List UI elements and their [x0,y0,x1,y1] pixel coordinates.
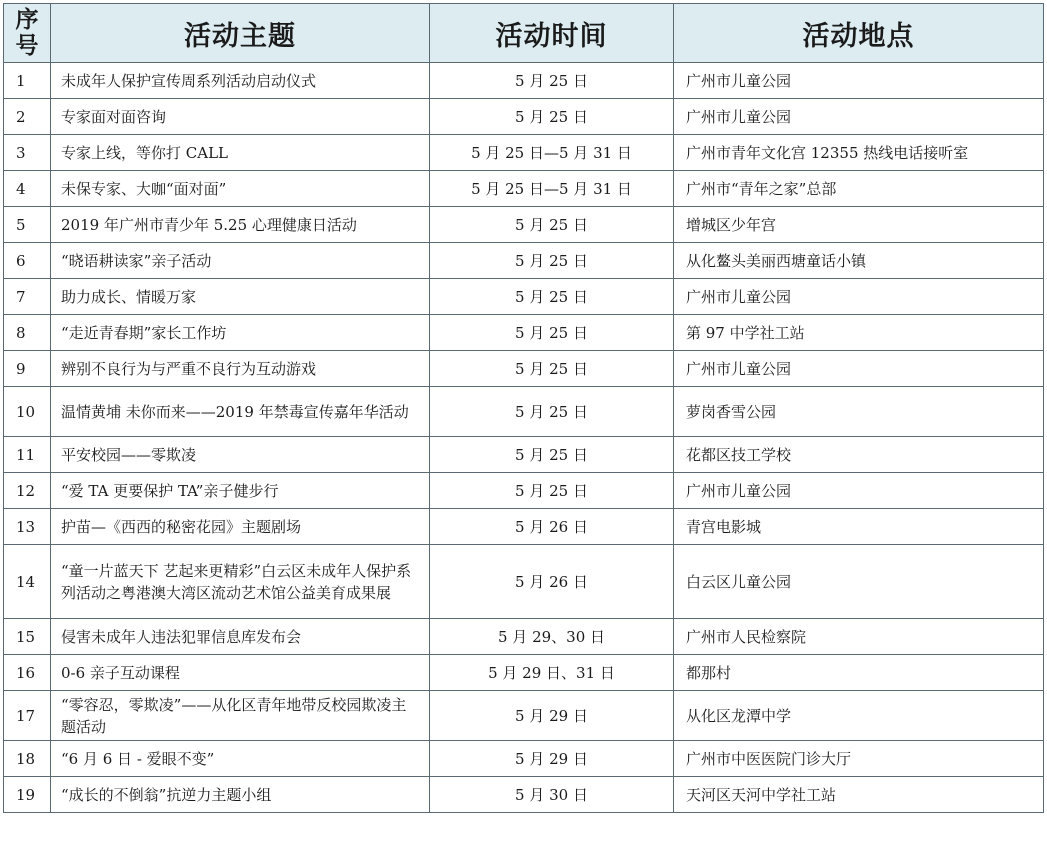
row-time: 5 月 26 日 [430,509,674,545]
row-location: 广州市人民检察院 [674,619,1044,655]
table-row [4,351,1044,387]
activity-schedule-table [3,3,1044,813]
table-row [4,545,1044,619]
row-time: 5 月 25 日 [430,243,674,279]
row-time: 5 月 29、30 日 [430,619,674,655]
header-location: 活动地点 [674,4,1044,63]
row-number: 12 [4,473,51,509]
row-time: 5 月 25 日 [430,351,674,387]
header-theme: 活动主题 [51,4,430,63]
row-location: 广州市儿童公园 [674,279,1044,315]
row-theme: “走近青春期”家长工作坊 [51,315,430,351]
row-theme: 平安校园——零欺凌 [51,437,430,473]
table-row [4,437,1044,473]
row-theme: 专家面对面咨询 [51,99,430,135]
row-time: 5 月 25 日 [430,387,674,437]
table-row [4,315,1044,351]
row-theme: 2019 年广州市青少年 5.25 心理健康日活动 [51,207,430,243]
row-theme: 助力成长、情暖万家 [51,279,430,315]
row-location: 花都区技工学校 [674,437,1044,473]
table-row [4,473,1044,509]
row-theme: 专家上线，等你打 CALL [51,135,430,171]
row-time: 5 月 30 日 [430,777,674,813]
row-location: 青宫电影城 [674,509,1044,545]
table-body [4,63,1044,813]
row-theme: 辨别不良行为与严重不良行为互动游戏 [51,351,430,387]
table-row [4,387,1044,437]
row-theme: 侵害未成年人违法犯罪信息库发布会 [51,619,430,655]
table-row [4,207,1044,243]
row-location: 从化区龙潭中学 [674,691,1044,741]
row-location: 第 97 中学社工站 [674,315,1044,351]
row-time: 5 月 25 日—5 月 31 日 [430,135,674,171]
row-number: 18 [4,741,51,777]
table-row [4,171,1044,207]
row-number: 8 [4,315,51,351]
row-location: 萝岗香雪公园 [674,387,1044,437]
row-location: 天河区天河中学社工站 [674,777,1044,813]
row-number: 13 [4,509,51,545]
header-time: 活动时间 [430,4,674,63]
row-theme: “童一片蓝天下 艺起来更精彩”白云区未成年人保护系列活动之粤港澳大湾区流动艺术馆公益美育成果展 [51,545,430,619]
row-theme: 0-6 亲子互动课程 [51,655,430,691]
row-location: 广州市青年文化宫 12355 热线电话接听室 [674,135,1044,171]
row-theme: 未成年人保护宣传周系列活动启动仪式 [51,63,430,99]
row-theme: “成长的不倒翁”抗逆力主题小组 [51,777,430,813]
table-row [4,691,1044,741]
table-row [4,99,1044,135]
row-time: 5 月 25 日—5 月 31 日 [430,171,674,207]
row-location: 都那村 [674,655,1044,691]
row-time: 5 月 25 日 [430,473,674,509]
row-time: 5 月 25 日 [430,207,674,243]
table-row [4,509,1044,545]
row-time: 5 月 25 日 [430,279,674,315]
row-theme: “零容忍，零欺凌”——从化区青年地带反校园欺凌主题活动 [51,691,430,741]
table-row [4,619,1044,655]
row-theme: “6 月 6 日 - 爱眼不变” [51,741,430,777]
row-time: 5 月 25 日 [430,437,674,473]
row-number: 1 [4,63,51,99]
header-row [4,4,1044,63]
row-location: 广州市“青年之家”总部 [674,171,1044,207]
header-number: 序号 [4,4,51,63]
row-theme: “爱 TA 更要保护 TA”亲子健步行 [51,473,430,509]
row-location: 增城区少年宫 [674,207,1044,243]
table-row [4,243,1044,279]
row-location: 广州市儿童公园 [674,99,1044,135]
row-time: 5 月 25 日 [430,63,674,99]
table-row [4,279,1044,315]
table-row [4,777,1044,813]
row-number: 6 [4,243,51,279]
row-number: 11 [4,437,51,473]
row-location: 广州市儿童公园 [674,63,1044,99]
table-row [4,741,1044,777]
row-time: 5 月 29 日、31 日 [430,655,674,691]
row-time: 5 月 25 日 [430,315,674,351]
row-number: 10 [4,387,51,437]
row-number: 3 [4,135,51,171]
row-number: 16 [4,655,51,691]
row-number: 5 [4,207,51,243]
row-number: 15 [4,619,51,655]
row-location: 广州市儿童公园 [674,351,1044,387]
row-location: 广州市中医医院门诊大厅 [674,741,1044,777]
row-time: 5 月 25 日 [430,99,674,135]
row-theme: 未保专家、大咖“面对面” [51,171,430,207]
row-number: 19 [4,777,51,813]
row-number: 4 [4,171,51,207]
table-row [4,135,1044,171]
table-row [4,655,1044,691]
row-number: 2 [4,99,51,135]
table-header [4,4,1044,63]
row-location: 广州市儿童公园 [674,473,1044,509]
row-number: 9 [4,351,51,387]
row-number: 17 [4,691,51,741]
row-theme: 护苗—《西西的秘密花园》主题剧场 [51,509,430,545]
row-location: 从化鳌头美丽西塘童话小镇 [674,243,1044,279]
row-theme: “晓语耕读家”亲子活动 [51,243,430,279]
row-time: 5 月 29 日 [430,741,674,777]
row-theme: 温情黄埔 未你而来——2019 年禁毒宣传嘉年华活动 [51,387,430,437]
row-number: 14 [4,545,51,619]
row-time: 5 月 29 日 [430,691,674,741]
row-number: 7 [4,279,51,315]
row-time: 5 月 26 日 [430,545,674,619]
row-location: 白云区儿童公园 [674,545,1044,619]
table-row [4,63,1044,99]
